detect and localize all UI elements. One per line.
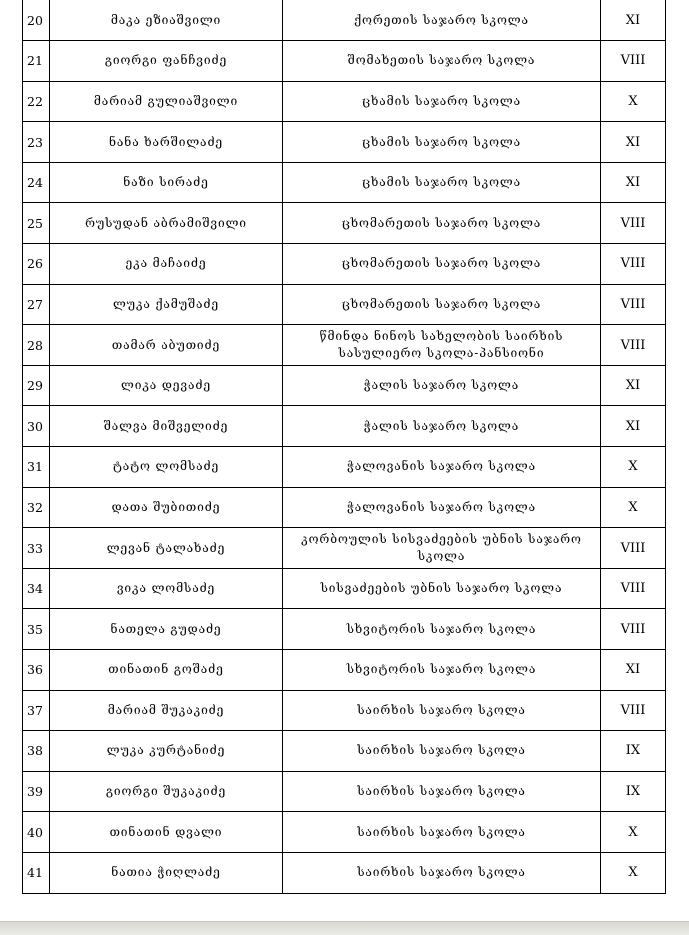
grade-value: IX: [601, 731, 666, 772]
table-row: [23, 244, 666, 285]
student-name: ეკა მაჩაიძე: [50, 244, 283, 285]
school-name: წმინდა ნინოს სახელობის საირხის სასულიერო სკოლა-პანსიონი: [283, 325, 601, 366]
roster-table-body: [23, 0, 666, 893]
grade-value: VIII: [601, 528, 666, 569]
school-name: საირხის საჯარო სკოლა: [283, 690, 601, 731]
school-name: შომახეთის საჯარო სკოლა: [283, 41, 601, 82]
table-row: [23, 771, 666, 812]
grade-value: X: [601, 812, 666, 853]
table-row: [23, 203, 666, 244]
table-row: [23, 365, 666, 406]
student-name: ლუკა ქამუშაძე: [50, 284, 283, 325]
table-row: [23, 650, 666, 691]
row-number: 34: [23, 568, 50, 609]
grade-value: VIII: [601, 244, 666, 285]
table-row: [23, 447, 666, 488]
grade-value: VIII: [601, 284, 666, 325]
school-name: ქორეთის საჯარო სკოლა: [283, 0, 601, 41]
school-name: სისვაძეების უბნის საჯარო სკოლა: [283, 568, 601, 609]
student-name: მარიამ გულიაშვილი: [50, 81, 283, 122]
student-name: ნაზი სირაძე: [50, 162, 283, 203]
row-number: 24: [23, 162, 50, 203]
school-name: სხვიტორის საჯარო სკოლა: [283, 609, 601, 650]
grade-value: X: [601, 852, 666, 893]
table-row: [23, 41, 666, 82]
school-name: ცხომარეთის საჯარო სკოლა: [283, 244, 601, 285]
student-name: ლუკა კურტანიძე: [50, 731, 283, 772]
student-name: ლიკა დევაძე: [50, 365, 283, 406]
student-name: ლევან ტალახაძე: [50, 528, 283, 569]
row-number: 30: [23, 406, 50, 447]
school-name: კორბოულის სისვაძეების უბნის საჯარო სკოლა: [283, 528, 601, 569]
student-name: მაკა ეზიაშვილი: [50, 0, 283, 41]
school-name: ცხამის საჯარო სკოლა: [283, 81, 601, 122]
table-row: [23, 122, 666, 163]
row-number: 38: [23, 731, 50, 772]
table-row: [23, 487, 666, 528]
row-number: 41: [23, 852, 50, 893]
grade-value: VIII: [601, 203, 666, 244]
table-row: [23, 731, 666, 772]
table-row: [23, 528, 666, 569]
grade-value: VIII: [601, 41, 666, 82]
row-number: 39: [23, 771, 50, 812]
row-number: 32: [23, 487, 50, 528]
student-name: გიორგი შუკაკიძე: [50, 771, 283, 812]
table-row: [23, 568, 666, 609]
grade-value: VIII: [601, 568, 666, 609]
grade-value: VIII: [601, 325, 666, 366]
page-bottom-border: [0, 921, 689, 935]
student-name: თინათინ დვალი: [50, 812, 283, 853]
grade-value: XI: [601, 162, 666, 203]
row-number: 25: [23, 203, 50, 244]
table-row: [23, 325, 666, 366]
student-name: შალვა მიშველიძე: [50, 406, 283, 447]
school-name: საირხის საჯარო სკოლა: [283, 771, 601, 812]
school-name: საირხის საჯარო სკოლა: [283, 852, 601, 893]
student-name: თამარ აბუთიძე: [50, 325, 283, 366]
school-name: საირხის საჯარო სკოლა: [283, 812, 601, 853]
row-number: 40: [23, 812, 50, 853]
student-name: თინათინ გოშაძე: [50, 650, 283, 691]
grade-value: X: [601, 81, 666, 122]
student-name: ვიკა ლომსაძე: [50, 568, 283, 609]
table-row: [23, 852, 666, 893]
row-number: 23: [23, 122, 50, 163]
row-number: 29: [23, 365, 50, 406]
row-number: 35: [23, 609, 50, 650]
row-number: 33: [23, 528, 50, 569]
school-name: ცხომარეთის საჯარო სკოლა: [283, 284, 601, 325]
grade-value: XI: [601, 650, 666, 691]
table-row: [23, 812, 666, 853]
grade-value: X: [601, 487, 666, 528]
student-name: ნანა ხარშილაძე: [50, 122, 283, 163]
grade-value: XI: [601, 0, 666, 41]
grade-value: IX: [601, 771, 666, 812]
row-number: 27: [23, 284, 50, 325]
table-row: [23, 81, 666, 122]
school-name: ცხამის საჯარო სკოლა: [283, 162, 601, 203]
student-name: დათა შუბითიძე: [50, 487, 283, 528]
grade-value: X: [601, 447, 666, 488]
student-name: ნათელა გუდაძე: [50, 609, 283, 650]
table-row: [23, 0, 666, 41]
roster-table: [22, 0, 666, 894]
school-name: ჭალოვანის საჯარო სკოლა: [283, 487, 601, 528]
row-number: 21: [23, 41, 50, 82]
row-number: 28: [23, 325, 50, 366]
school-name: ცხომარეთის საჯარო სკოლა: [283, 203, 601, 244]
table-row: [23, 162, 666, 203]
school-name: ჭალოვანის საჯარო სკოლა: [283, 447, 601, 488]
row-number: 37: [23, 690, 50, 731]
grade-value: XI: [601, 406, 666, 447]
row-number: 36: [23, 650, 50, 691]
school-name: სხვიტორის საჯარო სკოლა: [283, 650, 601, 691]
school-name: ცხამის საჯარო სკოლა: [283, 122, 601, 163]
table-row: [23, 690, 666, 731]
row-number: 26: [23, 244, 50, 285]
school-name: ჭალის საჯარო სკოლა: [283, 365, 601, 406]
grade-value: VIII: [601, 690, 666, 731]
student-name: ტატო ლომსაძე: [50, 447, 283, 488]
school-name: ჭალის საჯარო სკოლა: [283, 406, 601, 447]
student-name: გიორგი ფანჩვიძე: [50, 41, 283, 82]
student-name: რუსუდან აბრამიშვილი: [50, 203, 283, 244]
table-row: [23, 406, 666, 447]
row-number: 31: [23, 447, 50, 488]
grade-value: XI: [601, 122, 666, 163]
grade-value: VIII: [601, 609, 666, 650]
table-row: [23, 609, 666, 650]
roster-table-container: [22, 0, 665, 894]
row-number: 22: [23, 81, 50, 122]
row-number: 20: [23, 0, 50, 41]
student-name: ნათია ჭიღლაძე: [50, 852, 283, 893]
school-name: საირხის საჯარო სკოლა: [283, 731, 601, 772]
student-name: მარიამ შუკაკიძე: [50, 690, 283, 731]
grade-value: XI: [601, 365, 666, 406]
table-row: [23, 284, 666, 325]
